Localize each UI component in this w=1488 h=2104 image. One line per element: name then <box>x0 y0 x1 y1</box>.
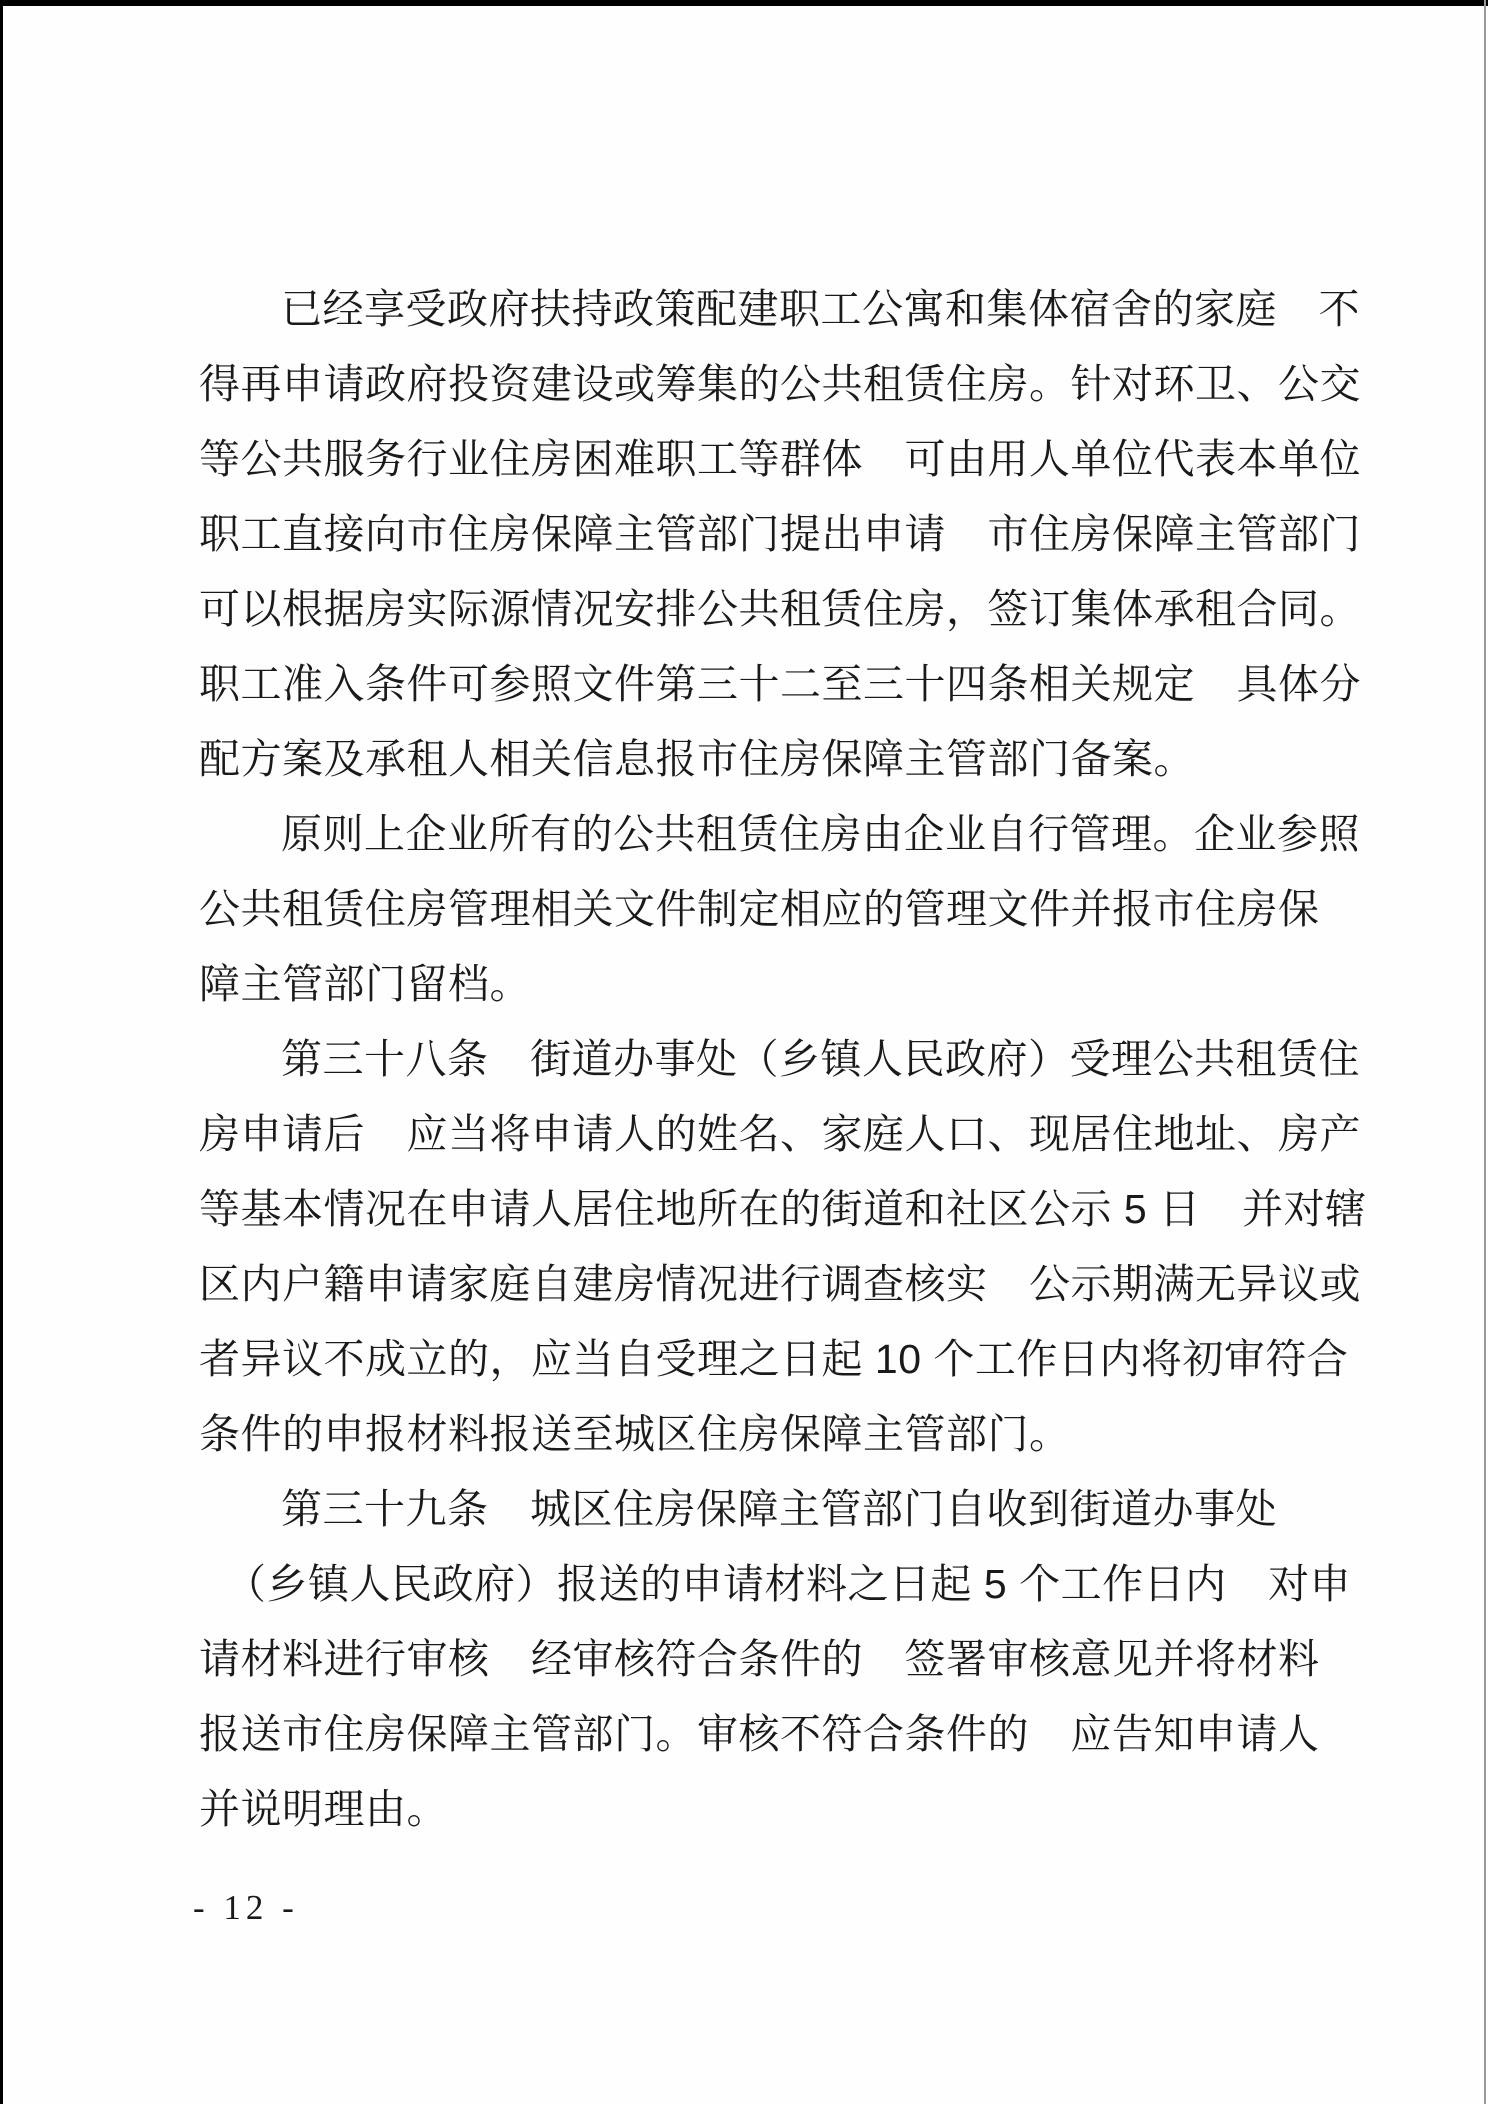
document-line: （乡镇人民政府）报送的申请材料之日起 5 个工作日内 对申 <box>225 1561 1352 1607</box>
document-line: 原则上企业所有的公共租赁住房由企业自行管理。企业参照 <box>281 811 1360 857</box>
document-line: 等基本情况在申请人居住地所在的街道和社区公示 5 日 并对辖 <box>199 1186 1367 1232</box>
document-line: 职工直接向市住房保障主管部门提出申请 市住房保障主管部门 <box>199 511 1361 557</box>
document-line: 房申请后 应当将申请人的姓名、家庭人口、现居住地址、房产 <box>199 1111 1361 1157</box>
document-line: 第三十九条 城区住房保障主管部门自收到街道办事处 <box>281 1486 1277 1532</box>
document-line: 并说明理由。 <box>199 1786 448 1832</box>
document-line: 可以根据房实际源情况安排公共租赁住房，签订集体承租合同。 <box>199 586 1361 632</box>
document-line: 报送市住房保障主管部门。审核不符合条件的 应告知申请人 <box>199 1711 1320 1757</box>
page-number: - 12 - <box>193 1888 299 1927</box>
scan-edge-right <box>1484 0 1486 2104</box>
document-line: 公共租赁住房管理相关文件制定相应的管理文件并报市住房保 <box>199 886 1320 932</box>
document-line: 区内户籍申请家庭自建房情况进行调查核实 公示期满无异议或 <box>199 1261 1361 1307</box>
scan-edge-left <box>0 0 3 2104</box>
document-line: 职工准入条件可参照文件第三十二至三十四条相关规定 具体分 <box>199 661 1361 707</box>
scan-edge-top <box>0 0 1488 6</box>
document-line: 配方案及承租人相关信息报市住房保障主管部门备案。 <box>199 736 1195 782</box>
document-line: 已经享受政府扶持政策配建职工公寓和集体宿舍的家庭 不 <box>281 286 1360 332</box>
document-line: 条件的申报材料报送至城区住房保障主管部门。 <box>199 1411 1071 1457</box>
document-line: 等公共服务行业住房困难职工等群体 可由用人单位代表本单位 <box>199 436 1361 482</box>
document-line: 请材料进行审核 经审核符合条件的 签署审核意见并将材料 <box>199 1636 1320 1682</box>
document-line: 障主管部门留档。 <box>199 961 531 1007</box>
document-line: 得再申请政府投资建设或筹集的公共租赁住房。针对环卫、公交 <box>199 361 1361 407</box>
document-line: 第三十八条 街道办事处（乡镇人民政府）受理公共租赁住 <box>281 1036 1360 1082</box>
document-line: 者异议不成立的，应当自受理之日起 10 个工作日内将初审符合 <box>199 1336 1349 1382</box>
document-body <box>199 272 1367 1847</box>
